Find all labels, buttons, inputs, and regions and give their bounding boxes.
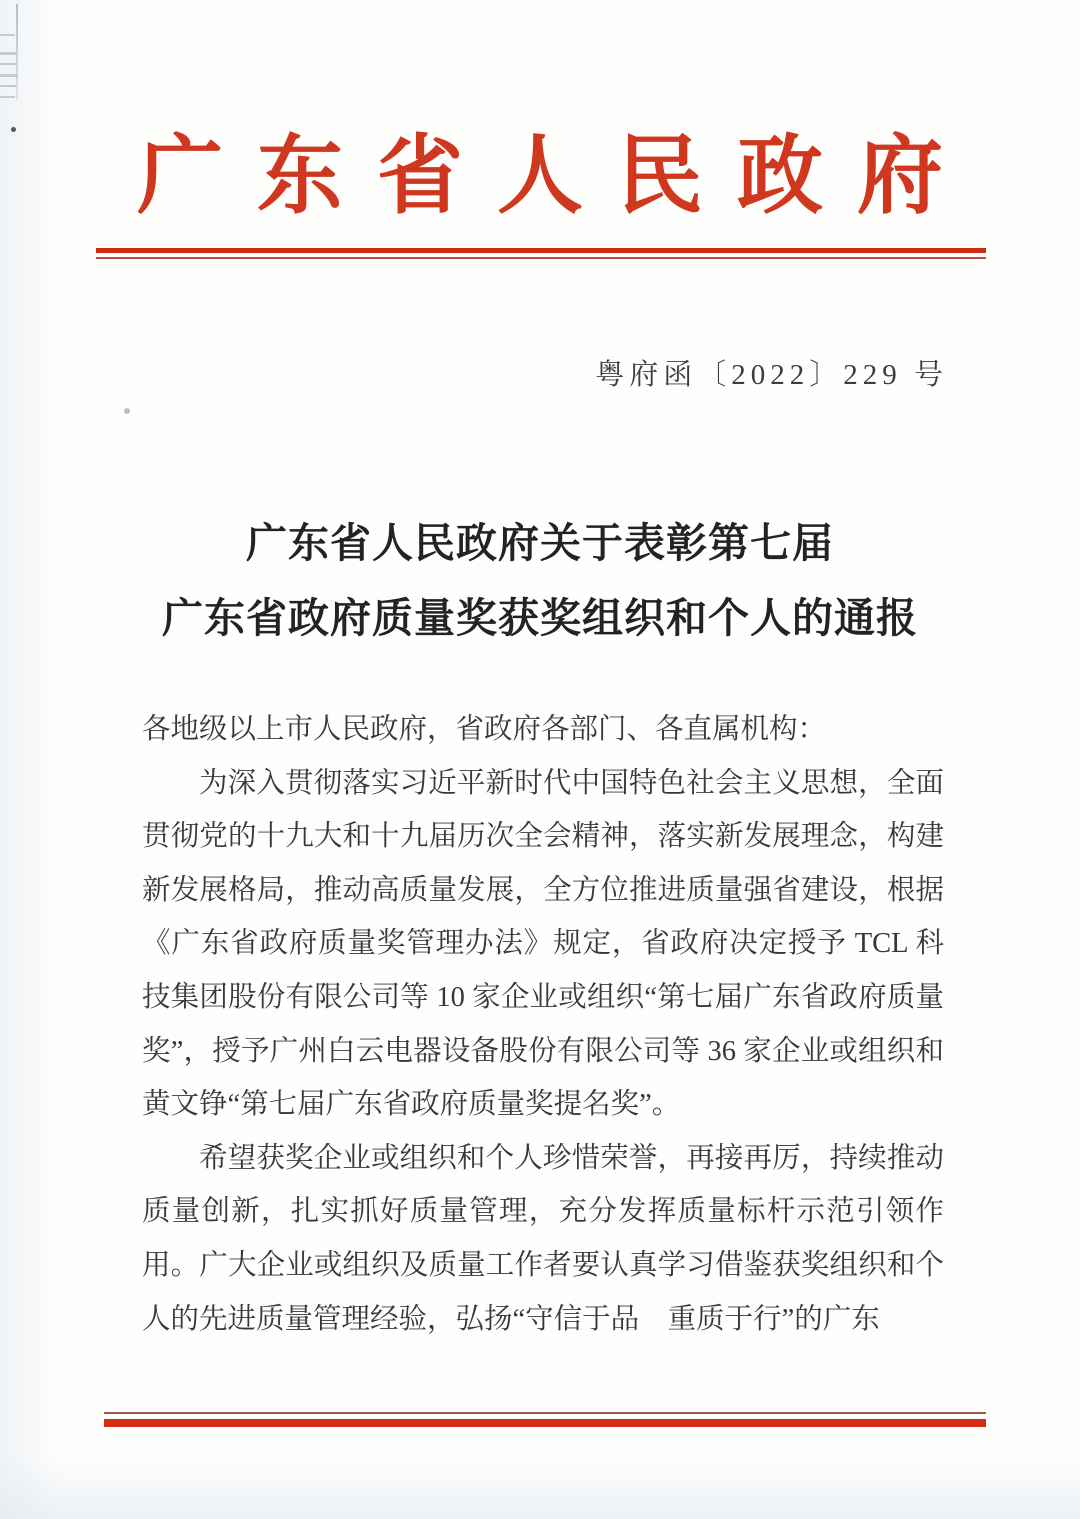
- agency-letterhead-title: 广东省人民政府: [137, 128, 977, 224]
- letterhead-separator-thin: [96, 257, 986, 259]
- salutation: 各地级以上市人民政府，省政府各部门、各直属机构：: [142, 714, 827, 745]
- scan-bottom-tint: [0, 1449, 1080, 1519]
- body-paragraph-2: 希望获奖企业或组织和个人珍惜荣誉，再接再厉，持续推动质量创新，扎实抓好质量管理，充分发挥质量标杆示范引领作用。广大企业或组织及质量工作者要认真学习借鉴获奖组织和个人的先进质量管理经验，弘扬“守信于品 重质于行”的广东: [142, 1142, 944, 1335]
- document-title-line1: 广东省人民政府关于表彰第七届: [246, 520, 834, 566]
- body-paragraph-1: 为深入贯彻落实习近平新时代中国特色社会主义思想，全面贯彻党的十九大和十九届历次全会精神，落实新发展理念，构建新发展格局，推动高质量发展，全方位推进质量强省建设，根据《广东省政府质量奖管理办法》规定，省政府决定授予 TCL 科技集团股份有限公司等 10 家企业或组织“第七届广东省政府质量奖”，授予广州白云电器设备股份有限公司等 36 家企业或组织和黄文铮“第七届广东省政府质量奖提名奖”。: [142, 767, 944, 1121]
- scan-speck: [124, 408, 130, 414]
- scan-artifact: [0, 63, 16, 65]
- document-number: 粤府函〔2022〕229 号: [595, 359, 948, 391]
- scan-artifact: [16, 4, 18, 100]
- scan-artifact: [0, 85, 16, 87]
- document-title-line2: 广东省政府质量奖获奖组织和个人的通报: [162, 595, 918, 641]
- footer-separator-thin: [104, 1412, 986, 1414]
- scan-artifact: [0, 74, 17, 77]
- scan-artifact: [0, 96, 15, 98]
- scan-artifact: [0, 52, 16, 55]
- scan-artifact: [0, 34, 15, 36]
- document-body: [142, 703, 944, 1346]
- footer-separator-thick: [104, 1419, 986, 1427]
- letterhead-separator-thick: [96, 248, 986, 253]
- document-title: [140, 506, 940, 656]
